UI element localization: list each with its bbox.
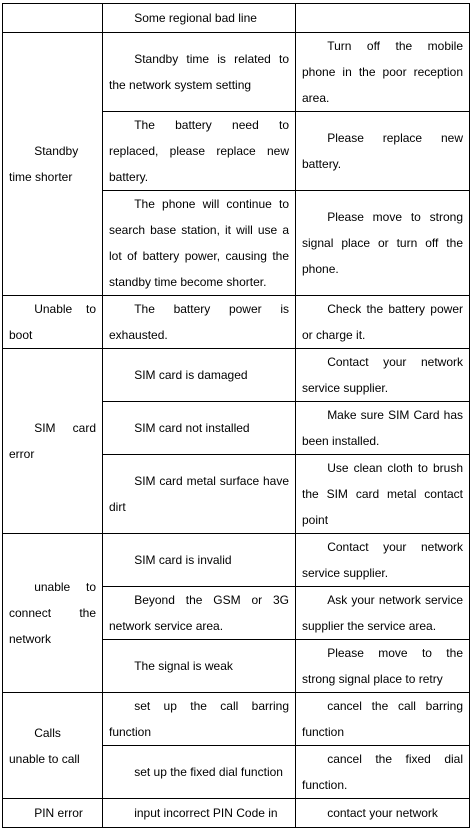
solution-cell: Please replace new battery.	[296, 112, 470, 191]
cause-cell: Standby time is related to the network system setting	[103, 33, 296, 112]
solution-cell: Turn off the mobile phone in the poor reception area.	[296, 33, 470, 112]
cause-cell: set up the call barring function	[103, 693, 296, 746]
symptom-text: unable to connect the network	[9, 580, 96, 646]
cause-cell: SIM card metal surface have dirt	[103, 455, 296, 534]
solution-cell: Contact your network service supplier.	[296, 349, 470, 402]
symptom-cell	[3, 33, 103, 296]
solution-cell: Contact your network service supplier.	[296, 534, 470, 587]
solution-cell: Use clean cloth to brush the SIM card metal contact point	[296, 455, 470, 534]
solution-cell	[296, 4, 470, 33]
table-row	[3, 799, 470, 828]
cause-cell: SIM card is damaged	[103, 349, 296, 402]
table-row	[3, 33, 470, 112]
solution-cell: Please move to the strong signal place to retry	[296, 640, 470, 693]
troubleshooting-table	[2, 3, 470, 828]
troubleshooting-table-body	[3, 4, 470, 828]
cause-cell: The phone will continue to search base station, it will use a lot of battery power, causing the standby time become shorter.	[103, 191, 296, 296]
symptom-cell	[3, 799, 103, 828]
solution-cell: Make sure SIM Card has been installed.	[296, 402, 470, 455]
cause-cell: set up the fixed dial function	[103, 746, 296, 799]
cause-cell: SIM card is invalid	[103, 534, 296, 587]
symptom-text: SIM card error	[9, 421, 96, 461]
symptom-text: PIN error	[34, 806, 83, 820]
solution-cell: Ask your network service supplier the service area.	[296, 587, 470, 640]
cause-cell: Some regional bad line	[103, 4, 296, 33]
cause-cell: input incorrect PIN Code in	[103, 799, 296, 828]
table-row	[3, 4, 470, 33]
symptom-cell	[3, 534, 103, 693]
symptom-cell	[3, 693, 103, 799]
solution-cell: Please move to strong signal place or turn off the phone.	[296, 191, 470, 296]
cause-cell: The battery power is exhausted.	[103, 296, 296, 349]
table-row	[3, 349, 470, 402]
table-row	[3, 296, 470, 349]
solution-cell: contact your network	[296, 799, 470, 828]
solution-cell: cancel the call barring function	[296, 693, 470, 746]
symptom-text: Standby time shorter	[9, 144, 79, 184]
symptom-cell	[3, 296, 103, 349]
symptom-text: Calls unable to call	[9, 725, 80, 766]
table-row	[3, 534, 470, 587]
symptom-cell	[3, 4, 103, 33]
cause-cell: The battery need to replaced, please replace new battery.	[103, 112, 296, 191]
solution-cell: cancel the fixed dial function.	[296, 746, 470, 799]
solution-cell: Check the battery power or charge it.	[296, 296, 470, 349]
table-row	[3, 693, 470, 746]
symptom-cell	[3, 349, 103, 534]
cause-cell: The signal is weak	[103, 640, 296, 693]
symptom-text: Unable to boot	[9, 302, 96, 342]
cause-cell: Beyond the GSM or 3G network service area.	[103, 587, 296, 640]
cause-cell: SIM card not installed	[103, 402, 296, 455]
